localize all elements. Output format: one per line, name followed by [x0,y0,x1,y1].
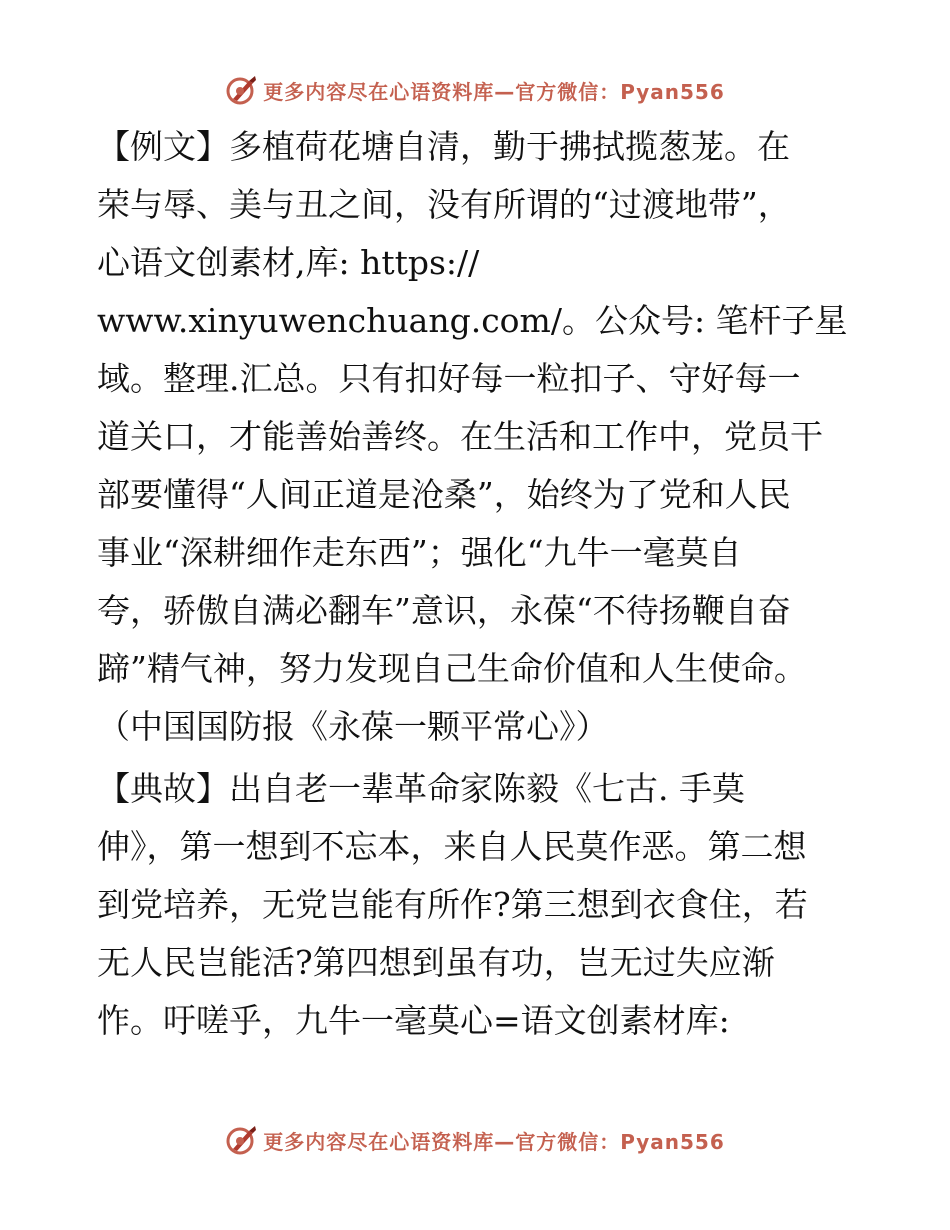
pen-logo-icon [225,1123,259,1157]
text-line: 心语文创素材,库: https:// [97,243,480,282]
header-banner-text: 更多内容尽在心语资料库—官方微信：Pyan556 [263,79,725,104]
text-line: 伸》，第一想到不忘本，来自人民莫作恶。第二想 [97,827,807,866]
footer-banner [0,1120,950,1160]
pen-logo-icon [225,73,259,107]
text-line: 蹄”精气神，努力发现自己生命价值和人生使命。 [97,649,807,688]
text-line: 域。整理.汇总。只有扣好每一粒扣子、守好每一 [97,359,801,398]
text-line: www.xinyuwenchuang.com/。公众号: 笔杆子星 [97,301,848,340]
text-line: 部要懂得“人间正道是沧桑”，始终为了党和人民 [97,475,791,514]
text-line: 无人民岂能活?第四想到虽有功，岂无过失应渐 [97,943,775,982]
text-line: 荣与辱、美与丑之间，没有所谓的“过渡地带”， [97,185,791,224]
text-line: 道关口，才能善始善终。在生活和工作中，党员干 [97,417,823,456]
text-line: 事业“深耕细作走东西”；强化“九牛一毫莫自 [97,533,742,572]
paragraph-example [97,118,857,756]
text-line: 到党培养，无党岂能有所作?第三想到衣食住，若 [97,885,808,924]
text-line: （中国国防报《永葆一颗平常心》） [97,707,609,746]
header-banner [0,70,950,110]
text-line: 【典故】出自老一辈革命家陈毅《七古. 手莫 [97,769,745,808]
text-line: 怍。吁嗟乎，九牛一毫莫心=语文创素材库: [97,1001,730,1040]
text-line: 夸，骄傲自满必翻车”意识，永葆“不待扬鞭自奋 [97,591,791,630]
footer-banner-text: 更多内容尽在心语资料库—官方微信：Pyan556 [263,1129,725,1154]
text-line: 【例文】多植荷花塘自清，勤于拂拭揽葱茏。在 [97,127,790,166]
paragraph-allusion [97,760,857,1050]
